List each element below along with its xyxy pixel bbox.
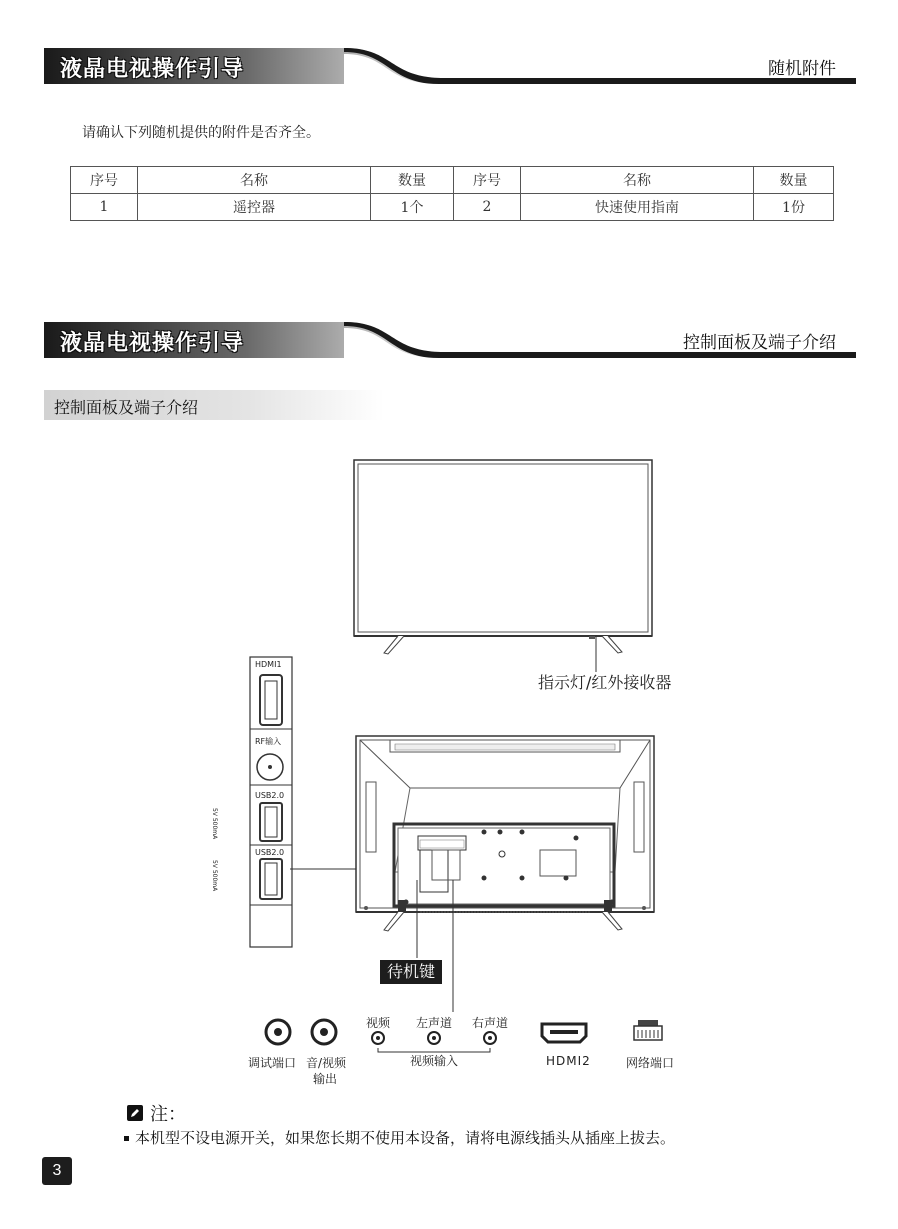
- rf-label: RF输入: [255, 737, 282, 746]
- usb-power-label: 5V 500mA: [211, 860, 218, 892]
- accessories-table: [70, 166, 834, 221]
- pencil-icon: [126, 1104, 144, 1122]
- table-cell: 2: [454, 194, 521, 221]
- right-channel-label: 右声道: [472, 1016, 509, 1030]
- right-audio-jack-icon: [484, 1032, 496, 1044]
- page-number: 3: [42, 1157, 72, 1185]
- video-jack-icon: [372, 1032, 384, 1044]
- left-channel-label: 左声道: [416, 1016, 453, 1030]
- subsection-heading: [44, 390, 384, 420]
- tv-front-illustration: [340, 455, 670, 665]
- table-header: 序号: [71, 167, 138, 194]
- network-port-label: 网络端口: [626, 1056, 675, 1070]
- table-cell: 1份: [754, 194, 834, 221]
- note-heading: [126, 1100, 186, 1126]
- debug-port-label: 调试端口: [248, 1056, 297, 1070]
- side-port-panel: [226, 655, 296, 950]
- table-header: 数量: [754, 167, 834, 194]
- usb-label: USB2.0: [255, 791, 285, 800]
- banner-title: 液晶电视操作引导: [60, 57, 245, 82]
- video-input-label: 视频输入: [410, 1054, 459, 1068]
- intro-text: 请确认下列随机提供的附件是否齐全。: [82, 125, 320, 141]
- note-title: 注：: [150, 1104, 186, 1125]
- table-cell: 快速使用指南: [521, 194, 754, 221]
- table-cell: 遥控器: [138, 194, 371, 221]
- hdmi1-label: HDMI1: [255, 660, 282, 669]
- hdmi2-label: HDMI2: [546, 1054, 591, 1068]
- note-text: [124, 1127, 675, 1148]
- banner-title: 液晶电视操作引导: [60, 331, 245, 356]
- indicator-label: 指示灯/红外接收器: [538, 673, 672, 692]
- av-output-label-line2: 输出: [313, 1072, 338, 1086]
- usb-power-label: 5V 500mA: [211, 808, 218, 840]
- table-cell: 1个: [371, 194, 454, 221]
- section-name: 随机附件: [768, 59, 836, 79]
- left-audio-jack-icon: [428, 1032, 440, 1044]
- note-body: 本机型不设电源开关，如果您长期不使用本设备，请将电源线插头从插座上拔去。: [135, 1129, 676, 1147]
- subsection-title: 控制面板及端子介绍: [54, 398, 199, 417]
- table-header: 序号: [454, 167, 521, 194]
- header-banner: [44, 48, 856, 88]
- debug-port-icon: [266, 1020, 290, 1044]
- table-row: [71, 194, 834, 221]
- table-cell: 1: [71, 194, 138, 221]
- port-leader-lines: [405, 880, 465, 1020]
- network-port-icon: [634, 1020, 662, 1040]
- table-header: 名称: [138, 167, 371, 194]
- av-output-icon: [312, 1020, 336, 1044]
- standby-key-label: 待机键: [380, 960, 442, 984]
- hdmi2-port-icon: [542, 1024, 586, 1042]
- section-name: 控制面板及端子介绍: [683, 333, 836, 353]
- table-header: 数量: [371, 167, 454, 194]
- usb-label: USB2.0: [255, 848, 285, 857]
- av-output-label: 音/视频: [306, 1056, 347, 1070]
- table-header: 名称: [521, 167, 754, 194]
- header-banner: [44, 322, 856, 362]
- video-port-label: 视频: [366, 1016, 391, 1030]
- tv-back-illustration: [350, 732, 660, 937]
- table-header-row: [71, 167, 834, 194]
- bullet-icon: [124, 1136, 129, 1141]
